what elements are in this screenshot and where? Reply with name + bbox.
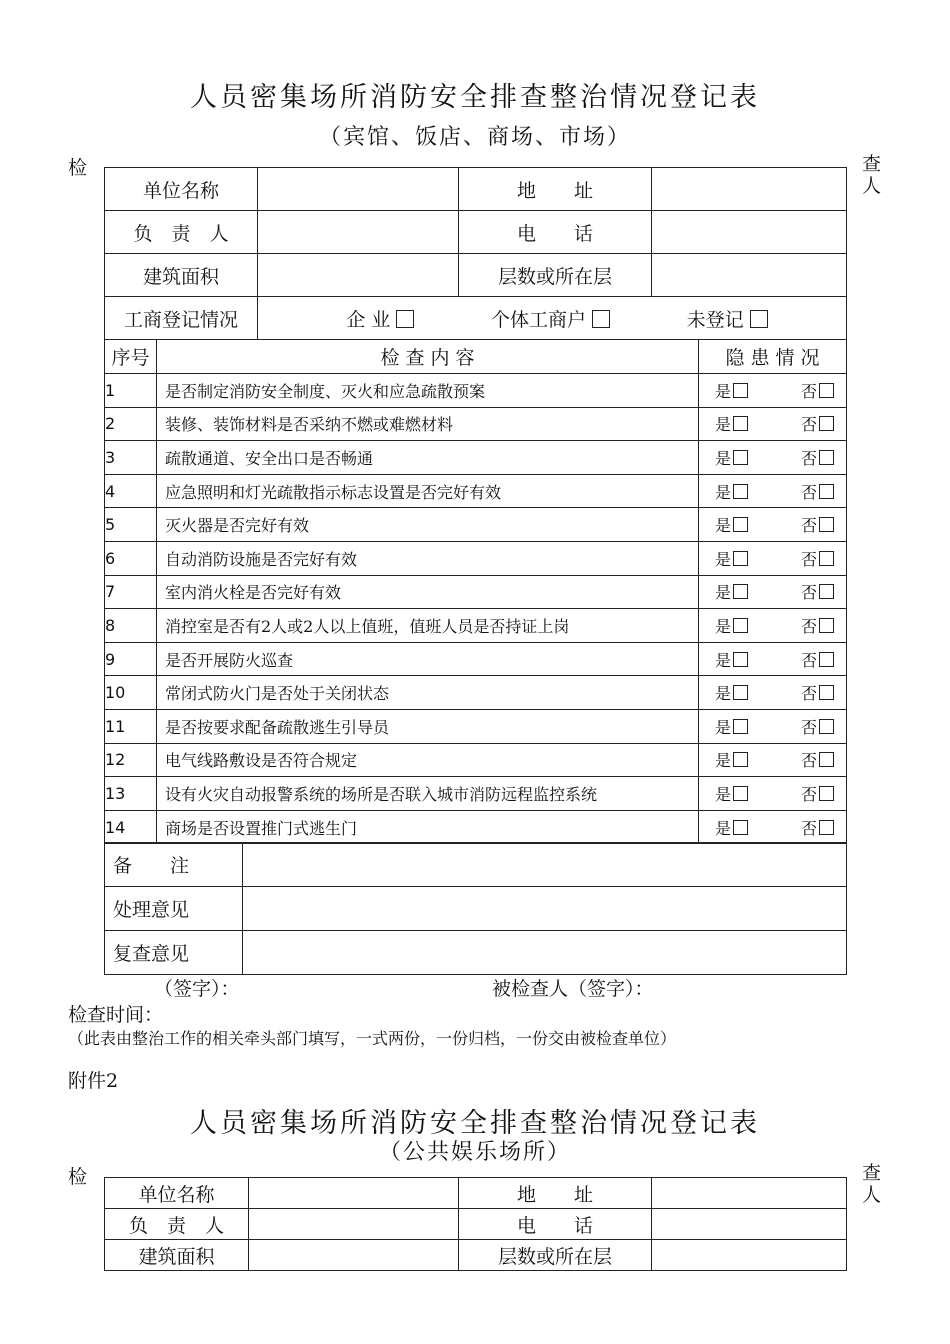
person-in-charge-label: 负 责 人	[105, 1209, 249, 1240]
recheck-opinion-field[interactable]	[243, 931, 847, 975]
floor-field[interactable]	[652, 1240, 847, 1271]
no-checkbox[interactable]	[819, 652, 834, 667]
no-label: 否	[800, 684, 817, 704]
item-content: 是否按要求配备疏散逃生引导员	[157, 709, 699, 743]
item-hazard	[699, 374, 847, 408]
item-number: 2	[105, 407, 157, 441]
no-option[interactable]	[801, 379, 834, 402]
no-option[interactable]	[801, 614, 834, 637]
yes-checkbox[interactable]	[733, 618, 748, 633]
item-number: 14	[105, 810, 157, 844]
form1-side-label-right: 查人	[862, 153, 882, 197]
no-checkbox[interactable]	[819, 450, 834, 465]
no-option[interactable]	[801, 480, 834, 503]
yes-option[interactable]	[715, 580, 748, 603]
unit-name-field[interactable]	[258, 168, 459, 211]
person-in-charge-field[interactable]	[258, 211, 459, 254]
no-checkbox[interactable]	[819, 685, 834, 700]
inspector-sign-label: （签字）：	[154, 978, 240, 1000]
item-number: 1	[105, 374, 157, 408]
yes-option[interactable]	[715, 715, 748, 738]
form1-items-table	[104, 339, 847, 844]
floor-label: 层数或所在层	[459, 254, 652, 297]
no-checkbox[interactable]	[819, 484, 834, 499]
registration-options	[258, 297, 847, 340]
yes-checkbox[interactable]	[733, 786, 748, 801]
yes-label: 是	[715, 616, 732, 636]
yes-option[interactable]	[715, 379, 748, 402]
table-row	[105, 709, 847, 743]
table-row	[105, 441, 847, 475]
table-row	[105, 642, 847, 676]
item-number: 6	[105, 541, 157, 575]
address-label: 地 址	[459, 168, 652, 211]
address-field[interactable]	[652, 168, 847, 211]
table-row	[105, 474, 847, 508]
yes-option[interactable]	[715, 614, 748, 637]
table-row	[105, 575, 847, 609]
recheck-opinion-label: 复查意见	[105, 931, 243, 975]
no-checkbox[interactable]	[819, 752, 834, 767]
item-hazard	[699, 474, 847, 508]
table-row	[105, 541, 847, 575]
yes-label: 是	[715, 818, 732, 838]
item-content: 商场是否设置推门式逃生门	[157, 810, 699, 844]
yes-checkbox[interactable]	[733, 584, 748, 599]
table-row	[105, 407, 847, 441]
no-checkbox[interactable]	[819, 786, 834, 801]
yes-checkbox[interactable]	[733, 551, 748, 566]
no-label: 否	[800, 448, 817, 468]
building-area-label: 建筑面积	[105, 1240, 249, 1271]
yes-checkbox[interactable]	[733, 685, 748, 700]
item-hazard	[699, 508, 847, 542]
yes-option[interactable]	[715, 681, 748, 704]
phone-field[interactable]	[652, 211, 847, 254]
unit-name-label: 单位名称	[105, 1178, 249, 1209]
yes-option[interactable]	[715, 480, 748, 503]
yes-label: 是	[715, 650, 732, 670]
form1-title: 人员密集场所消防安全排查整治情况登记表	[190, 82, 760, 113]
item-content: 设有火灾自动报警系统的场所是否联入城市消防远程监控系统	[157, 777, 699, 811]
yes-label: 是	[715, 784, 732, 804]
no-label: 否	[800, 516, 817, 536]
yes-label: 是	[715, 516, 732, 536]
registration-label: 工商登记情况	[105, 297, 258, 340]
item-hazard	[699, 709, 847, 743]
yes-label: 是	[715, 751, 732, 771]
no-option[interactable]	[801, 648, 834, 671]
yes-checkbox[interactable]	[733, 416, 748, 431]
no-checkbox[interactable]	[819, 618, 834, 633]
no-checkbox[interactable]	[819, 719, 834, 734]
item-number: 13	[105, 777, 157, 811]
checkbox[interactable]	[396, 310, 414, 328]
item-hazard	[699, 541, 847, 575]
building-area-field[interactable]	[249, 1240, 459, 1271]
inspection-time-label: 检查时间：	[68, 1004, 164, 1026]
yes-label: 是	[715, 549, 732, 569]
item-number: 11	[105, 709, 157, 743]
floor-label: 层数或所在层	[459, 1240, 652, 1271]
yes-label: 是	[715, 717, 732, 737]
table-row	[105, 810, 847, 844]
item-number: 12	[105, 743, 157, 777]
item-content: 疏散通道、安全出口是否畅通	[157, 441, 699, 475]
no-checkbox[interactable]	[819, 416, 834, 431]
yes-label: 是	[715, 583, 732, 603]
phone-label: 电 话	[459, 211, 652, 254]
no-label: 否	[800, 482, 817, 502]
item-hazard	[699, 676, 847, 710]
unit-name-label: 单位名称	[105, 168, 258, 211]
item-number: 9	[105, 642, 157, 676]
item-content: 是否开展防火巡查	[157, 642, 699, 676]
form2-side-label-left: 检	[68, 1166, 88, 1188]
registration-option-individual[interactable]	[491, 305, 610, 332]
form2-header-table	[104, 1177, 847, 1271]
yes-checkbox[interactable]	[733, 383, 748, 398]
person-in-charge-field[interactable]	[249, 1209, 459, 1240]
table-row	[105, 508, 847, 542]
person-in-charge-label: 负 责 人	[105, 211, 258, 254]
item-content: 装修、装饰材料是否采纳不燃或难燃材料	[157, 407, 699, 441]
no-label: 否	[800, 751, 817, 771]
form1-side-label-left: 检	[68, 157, 88, 179]
no-label: 否	[800, 381, 817, 401]
table-row	[105, 777, 847, 811]
attachment-label: 附件2	[68, 1070, 119, 1092]
form1-footer-table	[104, 842, 847, 975]
registration-option-label: 企 业	[346, 308, 391, 331]
yes-label: 是	[715, 381, 732, 401]
no-option[interactable]	[801, 446, 834, 469]
no-option[interactable]	[801, 748, 834, 771]
item-content: 是否制定消防安全制度、灭火和应急疏散预案	[157, 374, 699, 408]
item-hazard	[699, 810, 847, 844]
form2-side-label-right: 查人	[862, 1162, 882, 1206]
item-content: 应急照明和灯光疏散指示标志设置是否完好有效	[157, 474, 699, 508]
unit-name-field[interactable]	[249, 1178, 459, 1209]
building-area-label: 建筑面积	[105, 254, 258, 297]
remark-field[interactable]	[243, 843, 847, 887]
yes-checkbox[interactable]	[733, 820, 748, 835]
no-label: 否	[800, 616, 817, 636]
form2-title: 人员密集场所消防安全排查整治情况登记表	[190, 1108, 760, 1139]
item-number: 4	[105, 474, 157, 508]
form1-subtitle: （宾馆、饭店、商场、市场）	[318, 125, 631, 150]
yes-checkbox[interactable]	[733, 484, 748, 499]
column-header-content: 检 查 内 容	[157, 340, 699, 374]
yes-label: 是	[715, 448, 732, 468]
column-header-seq: 序号	[105, 340, 157, 374]
yes-checkbox[interactable]	[733, 719, 748, 734]
registration-option-enterprise[interactable]	[346, 305, 414, 332]
yes-option[interactable]	[715, 782, 748, 805]
yes-option[interactable]	[715, 547, 748, 570]
item-content: 消控室是否有2人或2人以上值班，值班人员是否持证上岗	[157, 609, 699, 643]
item-hazard	[699, 575, 847, 609]
no-label: 否	[800, 818, 817, 838]
item-number: 7	[105, 575, 157, 609]
item-hazard	[699, 407, 847, 441]
item-content: 灭火器是否完好有效	[157, 508, 699, 542]
item-hazard	[699, 441, 847, 475]
yes-label: 是	[715, 482, 732, 502]
no-checkbox[interactable]	[819, 551, 834, 566]
no-checkbox[interactable]	[819, 820, 834, 835]
table-row	[105, 676, 847, 710]
yes-option[interactable]	[715, 513, 748, 536]
form1-header-table	[104, 167, 847, 340]
phone-field[interactable]	[652, 1209, 847, 1240]
item-hazard	[699, 777, 847, 811]
yes-checkbox[interactable]	[733, 450, 748, 465]
yes-option[interactable]	[715, 748, 748, 771]
form2-subtitle: （公共娱乐场所）	[378, 1140, 571, 1165]
handling-opinion-label: 处理意见	[105, 887, 243, 931]
registration-option-label: 个体工商户	[491, 308, 587, 331]
address-field[interactable]	[652, 1178, 847, 1209]
no-option[interactable]	[801, 513, 834, 536]
no-label: 否	[800, 650, 817, 670]
yes-checkbox[interactable]	[733, 652, 748, 667]
floor-field[interactable]	[652, 254, 847, 297]
table-row	[105, 609, 847, 643]
no-label: 否	[800, 583, 817, 603]
no-option[interactable]	[801, 547, 834, 570]
yes-label: 是	[715, 684, 732, 704]
item-content: 室内消火栓是否完好有效	[157, 575, 699, 609]
item-content: 自动消防设施是否完好有效	[157, 541, 699, 575]
no-label: 否	[800, 717, 817, 737]
yes-option[interactable]	[715, 446, 748, 469]
item-hazard	[699, 609, 847, 643]
item-hazard	[699, 743, 847, 777]
registration-option-label: 未登记	[686, 308, 744, 331]
no-checkbox[interactable]	[819, 517, 834, 532]
item-content: 电气线路敷设是否符合规定	[157, 743, 699, 777]
no-option[interactable]	[801, 782, 834, 805]
checkbox[interactable]	[750, 310, 768, 328]
item-hazard	[699, 642, 847, 676]
item-number: 3	[105, 441, 157, 475]
table-row	[105, 743, 847, 777]
item-number: 5	[105, 508, 157, 542]
item-content: 常闭式防火门是否处于关闭状态	[157, 676, 699, 710]
yes-label: 是	[715, 415, 732, 435]
yes-checkbox[interactable]	[733, 752, 748, 767]
no-label: 否	[800, 415, 817, 435]
no-label: 否	[800, 549, 817, 569]
item-number: 8	[105, 609, 157, 643]
building-area-field[interactable]	[258, 254, 459, 297]
no-option[interactable]	[801, 580, 834, 603]
form1-note: （此表由整治工作的相关牵头部门填写，一式两份，一份归档，一份交由被检查单位）	[68, 1029, 677, 1048]
item-number: 10	[105, 676, 157, 710]
no-checkbox[interactable]	[819, 383, 834, 398]
no-option[interactable]	[801, 412, 834, 435]
no-option[interactable]	[801, 816, 834, 839]
checkbox[interactable]	[592, 310, 610, 328]
no-option[interactable]	[801, 681, 834, 704]
yes-option[interactable]	[715, 648, 748, 671]
handling-opinion-field[interactable]	[243, 887, 847, 931]
no-label: 否	[800, 784, 817, 804]
table-row	[105, 374, 847, 408]
registration-option-unregistered[interactable]	[687, 305, 768, 332]
yes-option[interactable]	[715, 816, 748, 839]
inspected-person-sign-label: 被检查人（签字）：	[492, 978, 654, 1000]
address-label: 地 址	[459, 1178, 652, 1209]
no-checkbox[interactable]	[819, 584, 834, 599]
yes-checkbox[interactable]	[733, 517, 748, 532]
phone-label: 电 话	[459, 1209, 652, 1240]
column-header-hazard: 隐 患 情 况	[699, 340, 847, 374]
remark-label: 备 注	[105, 843, 243, 887]
no-option[interactable]	[801, 715, 834, 738]
yes-option[interactable]	[715, 412, 748, 435]
